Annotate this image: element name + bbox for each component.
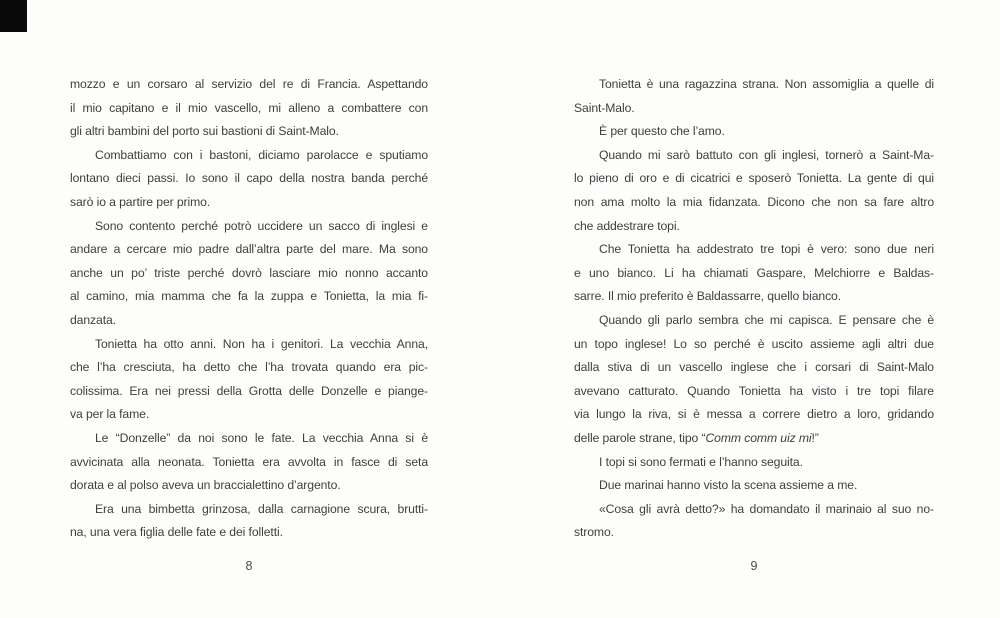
text-line: Che Tonietta ha addestrato tre topi è vero: sono due neri <box>599 242 934 257</box>
text-line: È per questo che l’amo. <box>599 124 725 139</box>
text-line: Le “Donzelle” da noi sono le fate. La vecchia Anna si è <box>95 430 428 445</box>
text-line <box>574 427 934 451</box>
text-line: dalla stiva di un vascello inglese che i corsari di Saint-Malo <box>574 360 934 375</box>
text-line: va per la fame. <box>70 407 150 422</box>
text-line: Tonietta è una ragazzina strana. Non assomiglia a quelle di <box>599 77 934 91</box>
text-line: anche un po’ triste perché dovrò lasciare mio nonno accanto <box>70 265 428 280</box>
italic-phrase: Comm comm uiz mi <box>705 430 812 445</box>
text-line: Sono contento perché potrò uccidere un sacco di inglesi e <box>95 218 428 233</box>
text-line: che l’ha cresciuta, ha detto che l’ha trovata quando era pic- <box>70 360 428 375</box>
text-line: mozzo e un corsaro al servizio del re di Francia. Aspettando <box>70 77 428 91</box>
text-line: avvicinata alla neonata. Tonietta era avvolta in fasce di seta <box>70 454 428 469</box>
text-line: via lungo la riva, si è messa a correre dietro a loro, gridando <box>574 407 934 422</box>
left-page-text-column <box>70 73 428 545</box>
right-page-text-column <box>574 73 934 545</box>
text-line: «Cosa gli avrà detto?» ha domandato il marinaio al suo no- <box>599 501 934 516</box>
text-line: gli altri bambini del porto sui bastioni di Saint-Malo. <box>70 124 339 139</box>
text-line: Quando mi sarò battuto con gli inglesi, tornerò a Saint-Ma- <box>599 147 934 162</box>
text-line: che addestrare topi. <box>574 218 680 233</box>
text-run: delle parole strane, tipo “ <box>574 430 706 445</box>
text-line: stromo. <box>574 525 614 540</box>
text-line: I topi si sono fermati e l’hanno seguita. <box>599 454 803 469</box>
right-page-number: 9 <box>750 559 758 573</box>
text-line: Due marinai hanno visto la scena assieme a me. <box>599 478 858 493</box>
text-line: Saint-Malo. <box>574 100 635 115</box>
text-line: sarò io a partire per primo. <box>70 194 211 209</box>
text-line: lontano dieci passi. Io sono il capo della nostra banda perché <box>70 171 428 186</box>
text-line: andare a cercare mio padre dall’altra parte del mare. Ma sono <box>70 242 428 257</box>
text-line: na, una vera figlia delle fate e dei folletti. <box>70 525 283 540</box>
text-line: e uno bianco. Li ha chiamati Gaspare, Melchiorre e Baldas- <box>574 265 934 280</box>
text-line: il mio capitano e il mio vascello, mi alleno a combattere con <box>70 100 428 115</box>
text-line: avevano catturato. Quando Tonietta ha visto i tre topi filare <box>574 383 934 398</box>
text-line: colissima. Era nei pressi della Grotta delle Donzelle e piange- <box>70 383 428 398</box>
text-line: lo pieno di oro e di cicatrici e sposerò Tonietta. La gente di qui <box>574 171 934 186</box>
left-page-number: 8 <box>245 559 253 573</box>
text-line: Combattiamo con i bastoni, diciamo parolacce e sputiamo <box>95 147 428 162</box>
text-line: danzata. <box>70 312 116 327</box>
text-line: sarre. Il mio preferito è Baldassarre, quello bianco. <box>574 289 842 304</box>
text-run: !” <box>811 430 819 445</box>
text-line: Era una bimbetta grinzosa, dalla carnagione scura, brutti- <box>95 501 428 516</box>
text-line: un topo inglese! Lo so perché è uscito assieme agli altri due <box>574 336 934 351</box>
text-line: Quando gli parlo sembra che mi capisca. E pensare che è <box>599 312 934 327</box>
text-line: Tonietta ha otto anni. Non ha i genitori. La vecchia Anna, <box>95 336 428 351</box>
page-corner-mark <box>0 0 27 32</box>
text-line: non ama molto la mia fidanzata. Dicono che non sa fare altro <box>574 194 934 209</box>
text-line: al camino, mia mamma che fa la zuppa e Tonietta, la mia fi- <box>70 289 428 304</box>
text-line: dorata e al polso aveva un braccialettino d’argento. <box>70 478 341 493</box>
